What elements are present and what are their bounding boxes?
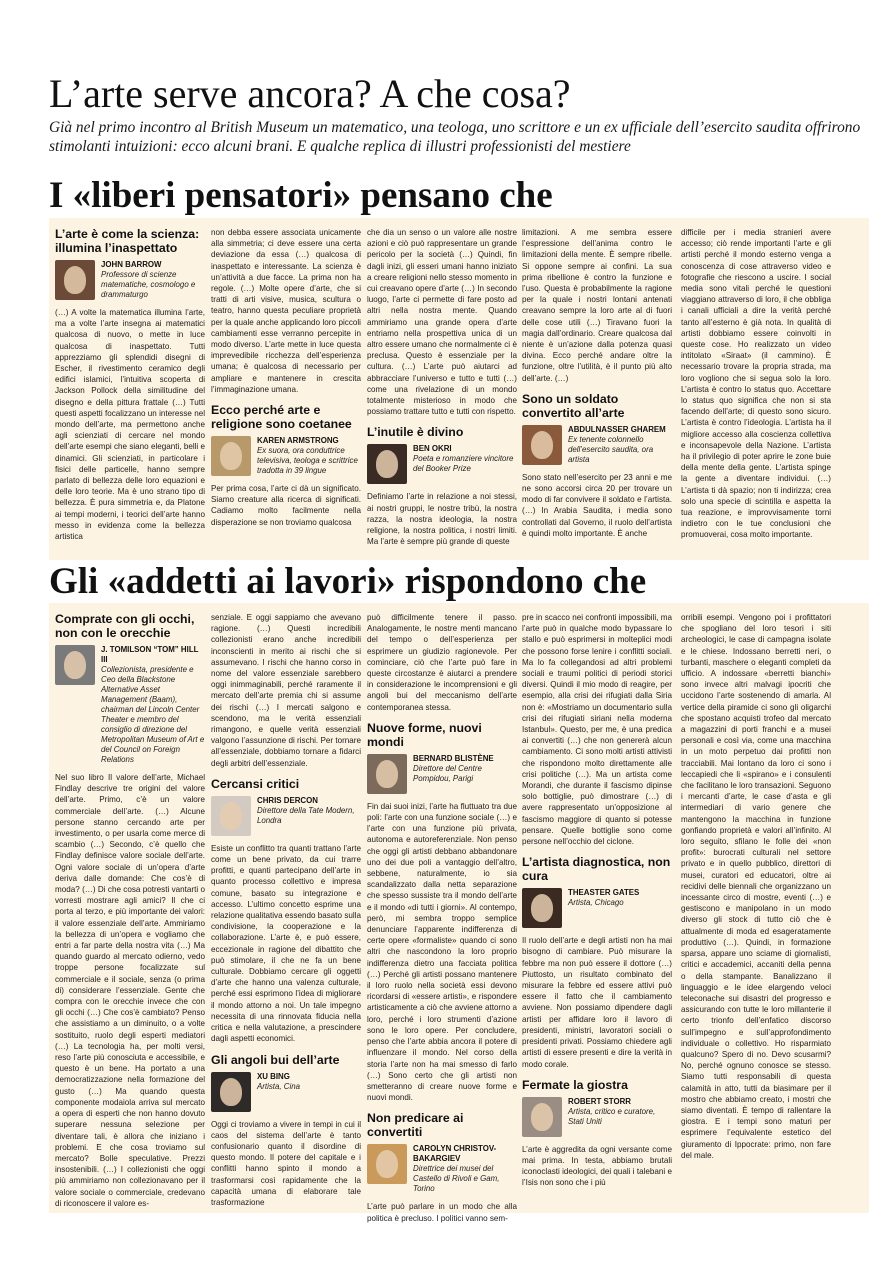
author-portrait-photo: [522, 888, 562, 928]
author-portrait-photo: [367, 444, 407, 484]
author-name: THEASTER GATES: [568, 888, 640, 898]
article-column: [681, 612, 831, 1210]
page-subtitle: Già nel primo incontro al British Museum un matematico, una teologa, uno scrittore e un ex ufficiale dell’esercito saudita offrirono stimolanti intuizioni: ecco alcuni brani. E qualche replica di illustri professionisti del mestiere: [49, 119, 861, 155]
article-text: Nel suo libro Il valore dell’arte, Michael Findlay descrive tre origini del valore dell’arte. Primo, c’è un valore commerciale dell’arte. (…) Alcune persone stanno cercando arte per investimento, o per usarla come merce di scambio (…) Secondo, c’è quello che Findlay definisce valore sociale dell’arte. Ogni valore sociale di un’opera d’arte deriva dalle domande: Che cos’è di moda? (…) Di che cosa potresti vantarti o vorresti mostrare agli amici? Il che ci porta al terzo, e più importante dei valori: il valore essenziale dell’arte. Ammiriamo la bellezza di un’opera e vogliamo che entri a far parte della nostra vita (…) Ma quando guardo al mercato odierno, vedo troppe persone focalizzate sul commerciale e il sociale, senza (o prima di) considerare l’essenziale. Gente che compra con le orecchie invece che con gli occhi (…) Che cos’è cambiato? Penso che assistiamo a un diminuito, o a volte sostituito, ruolo degli esperti mediatori (…) La tecnologia ha, per molti versi, reso l’arte più conosciuta e accessibile, e questo è un bene. Ha portato a una democratizzazione nella formazione del gusto (…) Ma quando questa componente modaiola arriva sul mercato a opera di esperti che non hanno dovuto superare nessuna selezione per diventare tali, è allora che iniziano i problemi. E che cosa troviamo sul mercato? Bolle speculative. Prezzi insostenibili. (…) I collezionisti che oggi più ammiriamo non collezionavano per il valore sociale o commerciale, credevano di riconoscere il valore es-: [55, 773, 205, 1208]
article-column: [522, 227, 672, 555]
section-title-liberi-pensatori: I «liberi pensatori» pensano che: [49, 175, 553, 216]
author-info: [101, 260, 205, 300]
article-heading: L’arte è come la scienza: illumina l’inaspettato: [55, 227, 200, 255]
author-byline-theaster-gates: [522, 888, 672, 928]
article-text: limitazioni. A me sembra essere l’espressione dell’anima contro le limitazioni della mente. È sempre ribelle. Si oppone sempre ai confini. La sua prima ribellione è contro la funzione e l’uso. Questa è probabilmente la ragione per la quale i nostri lontani antenati creavano sempre la loro arte al di fuori delle cose utili (…) Tiravano fuori la magia dall’ordinario. Creare qualcosa dal niente è un’azione dalla potenza quasi divina. Ecco perché andare oltre la funzione, oltre l’utilità, è il punto più alto dell’arte. (…): [522, 228, 672, 383]
article-text: pre in scacco nei confronti impossibili, ma l’arte può in qualche modo bypassare lo stallo e può esprimersi in molteplici modi che possono forse lenire i conflitti sociali. Ma lo fa collegandosi ad altri problemi sociali e traumi politici di periodi storici diversi. Quindi il mio modo di reagire, per esempio, alla crisi dei rifugiati dalla Siria non è: «Mostriamo un documentario sulla crisi dei rifugiati siriani nella moderna Istanbul». Questo, per me, è una predica ai convertiti (…) che non genererà alcun cambiamento. Ci sono molti artisti attivisti che rispondono molto direttamente alle crisi politiche (…). Ma un artista come Morandi, che durante il fascismo dipinse solo bottiglie, può dimostrare (…) di avere rappresentato un’opposizione al fascismo maggiore di quanto si potesse pensare. Quelle bottiglie sono come persone nell’occhio del ciclone.: [522, 613, 672, 847]
section-panel-liberi-pensatori: [49, 218, 869, 560]
author-role: Ex suora, ora conduttrice televisiva, teologa e scrittrice tradotta in 39 lingue: [257, 446, 358, 476]
author-portrait-photo: [55, 645, 95, 685]
author-name: BEN OKRI: [413, 444, 452, 454]
author-name: KAREN ARMSTRONG: [257, 436, 339, 446]
author-portrait-photo: [367, 754, 407, 794]
author-byline-ben-okri: [367, 444, 517, 484]
author-role: Direttore della Tate Modern, Londra: [257, 805, 355, 825]
author-info: [257, 796, 361, 826]
author-role: Direttore del Centre Pompidou, Parigi: [413, 763, 482, 783]
author-portrait-photo: [211, 1072, 251, 1112]
article-column: [55, 612, 205, 1210]
author-byline-chris-dercon: [211, 796, 361, 836]
author-info: [568, 425, 672, 465]
author-name: ABDULNASSER GHAREM: [568, 424, 666, 434]
author-name: CHRIS DERCON: [257, 795, 318, 805]
section-panel-addetti-ai-lavori: [49, 603, 869, 1223]
article-text: Fin dai suoi inizi, l’arte ha fluttuato tra due poli: l’arte con una funzione sociale (…) e l’arte con una funzione più privata, autonoma e autoreferenziale. Non penso che oggi gli artisti debbano abbandonare uno dei due poli a vantaggio dell’altro, sebbene, naturalmente, io sia scandalizzato dalla netta separazione che spesso sussiste tra il mondo dell’arte e il mondo «di tutti i giorni». Al contempo, però, mi sembra troppo semplice denunciare l’apparente indifferenza di certe opere «formaliste» quando ci sono altri che nascondono la loro proprio indifferenza dietro una facciata politica (…) Perché gli artisti possano mantenere il loro ruolo nella società essi devono ricordarsi di «essere artisti», e rispondere artisticamente a ciò che avviene attorno a loro, perché i loro strumenti d’azione sono le loro opere. Per concludere, penso che l’arte abbia ancora il potere di influenzare il mondo. Nel corso della storia l’arte non ha mai smesso di farlo (…) Sono certo che gli artisti non smetteranno di creare nuove forme e nuovi mondi.: [367, 801, 517, 1103]
author-byline-bernard-blistene: [367, 754, 517, 794]
author-info: [568, 888, 639, 908]
article-column: [211, 612, 361, 1210]
author-role: Ex tenente colonnello dell’esercito saudita, ora artista: [568, 434, 654, 464]
author-byline-j-tomilson-tom-hill-iii: [55, 645, 205, 765]
author-portrait-photo: [522, 1097, 562, 1137]
author-info: [413, 1144, 517, 1194]
article-text: non debba essere associata unicamente alla simmetria; ci deve essere una certa deviazione da essa (…) qualcosa di inaspettato e interessante. La scienza è un’attività a due facce. La prima non ha regole. (…) Molte opere d’arte, che si tratti di arti visive, musica, scultura o teatro, hanno questa peculiare proprietà per la quale anche applicando loro piccoli cambiamenti esse verranno percepite in modo diverso. L’arte mette in luce questa imprevedibile ricchezza dell’esperienza umana; è qualcosa di necessario per ampliare e mantenere in crescita l’immaginazione umana.: [211, 228, 361, 394]
article-heading: Nuove forme, nuovi mondi: [367, 720, 482, 749]
author-portrait-photo: [211, 796, 251, 836]
author-byline-xu-bing: [211, 1072, 361, 1112]
author-portrait-photo: [367, 1144, 407, 1184]
article-heading: Gli angoli bui dell’arte: [211, 1052, 340, 1067]
article-text: L’arte può parlare in un modo che alla politica è precluso. I politici vanno sem-: [367, 1202, 517, 1223]
article-heading: Comprate con gli occhi, non con le orecchie: [55, 612, 195, 640]
author-info: [101, 645, 205, 765]
author-role: Poeta e romanziere vincitore del Booker Prize: [413, 454, 514, 474]
author-portrait-photo: [522, 425, 562, 465]
article-heading: Ecco perché arte e religione sono coetanee: [211, 403, 352, 432]
section-title-addetti-ai-lavori: Gli «addetti ai lavori» rispondono che: [49, 561, 647, 602]
article-text: Il ruolo dell’arte e degli artisti non ha mai bisogno di cambiare. Può misurare la febbre ma non può essere il dottore (…) Piuttosto, un risultato combinato del misurare la febbre ed essere attivi può essere il fatto che il cambiamento avviene. Non possiamo dipendere dagli artisti per affidare loro il lavoro di presidenti, ministri, lavoratori sociali o presidenti privati. Possiamo chiedere agli artisti di essere presenti e dire la verità in modo corale.: [522, 936, 672, 1069]
author-portrait-photo: [211, 436, 251, 476]
article-column: [211, 227, 361, 555]
author-byline-abdulnasser-gharem: [522, 425, 672, 465]
author-info: [413, 754, 517, 784]
article-text: difficile per i media stranieri avere accesso; ciò rende importanti l’arte e gli artisti perché il mondo esterno venga a conoscenza di cose attraverso video e fotografie che riescono a uscire. I social media sono vitali perché le questioni viaggiano attraverso di loro, il che obbliga i canali ufficiali a dire la verità perché tanto all’esterno è già nota. In qualità di artisti dobbiamo essere coinvolti in queste cose. Ho realizzato un video intitolato «Siraat» (il cammino). È necessario trovare la propria strada, ma loro vogliono che si segua solo la loro. L’artista è contro lo status quo. Accettare lo status quo significa che non si sta facendo dell’arte; di questo sono sicuro. L’artista è contro l’ideologia. L’artista ha il migliore accesso alla coscienza collettiva e inconsapevole della Nazione. L’artista ha il privilegio di poter aprire le zone buie della mente della gente. L’artista spinge la gente a diventare individui. (…) L’artista ti dà spazio; non ti indirizza; crea solo una specie di scintilla e aspetta la tua reazione, e improvvisamente torni indietro con le tue conclusioni che promuoverai, cosa molto importante.: [681, 228, 831, 540]
author-info: [413, 444, 517, 474]
article-text: Oggi ci troviamo a vivere in tempi in cui il caos del sistema dell’arte è tanto confusionario quanto il disordine di questo mondo. Il potere del capitale e i conflitti hanno spinto il mondo a trasformarsi così rapidamente che la capacità umana di elaborare tale trasformazione: [211, 1119, 361, 1207]
author-name: J. TOMILSON “TOM” HILL III: [101, 645, 199, 664]
author-role: Professore di scienze matematiche, cosmologo e drammaturgo: [101, 270, 196, 299]
author-info: [257, 436, 361, 476]
article-column: [55, 227, 205, 555]
author-role: Direttrice dei musei del Castello di Rivoli e Gam, Torino: [413, 1164, 500, 1194]
article-text: può difficilmente tenere il passo. Analogamente, le nostre menti mancano del tempo o dell’esperienza per esprimere un giudizio ragionevole. Per cominciare, ciò che l’arte può fare in queste circostanze è aiutarci a prendere in considerazione le incomprensioni e gli angoli bui del meccanismo dell’arte contemporanea stessa.: [367, 613, 517, 712]
article-text: senziale. E oggi sappiamo che avevano ragione. (…) Questi incredibili collezionisti erano anche incredibili inconscienti in merito ai rischi che si assumevano. I rischi che hanno corso in nome del valore essenziale sarebbero oggi inimmaginabili, perché raramente il mercato dell’arte premia chi si assume dei rischi (…) I mercati salgono e scendono, ma le verità essenziali rimangono, e quelle verità essenziali valgono l’assunzione di rischi. Per tornare all’essenziale, dobbiamo tornare a fidarci degli arbitri dell’essenziale.: [211, 613, 361, 768]
article-heading: Sono un soldato convertito all’arte: [522, 391, 625, 420]
author-name: XU BING: [257, 1071, 290, 1081]
article-text: Sono stato nell’esercito per 23 anni e me ne sono accorsi circa 20 per trovare un modo di far convivere il soldato e l’artista. (…) In Arabia Saudita, i media sono controllati dal Governo, il ruolo dell’artista è quindi molto importante. È anche: [522, 472, 672, 538]
author-name: ROBERT STORR: [568, 1096, 631, 1106]
author-role: Artista, Chicago: [568, 898, 624, 908]
article-column: [367, 227, 517, 555]
article-text: orribili esempi. Vengono poi i profittatori che spogliano del loro tesori i siti archeologici, le case di campagna isolate e le chiese. Indossano berretti neri, o turbanti, maschere o eleganti completi da ufficio. A indossare «berretti bianchi» sono invece altri malvagi ipocriti che uccidono l’arte sostenendo di amarla. Al vertice della piramide ci sono gli oligarchi che spostano acquisti trofeo dal mercato a magazzini di porti franchi e a musei personali e così via, come una macchina in un moto perpetuo dai profitti non tracciabili. Mai lontano da loro ci sono i leccapiedi che li «spirano» e i consulenti che facilitano le loro transazioni. Seguono i mercanti d’arte, le case d’asta e gli intermediari di vario genere che mantengono la macchina in funzione gonfiando proprietà e valori all’infinito. Al loro seguito, sfilano le folle dei «non profit»: burocrati culturali nel settore privato e in quello pubblico, direttori di musei, curatori ed educatori, oltre ai recidivi delle biennali che organizzano un incessante circo di mostre, eventi (…) e gestiscono e manipolano in un modo diverso gli stock di tutto ciò che è attualmente di moda ed esageratamente produttivo (…). Quindi, in formazione sparsa, appare uno sciame di giornalisti, critici e accademici, accaniti della penna o della stampante. Banalizzano il linguaggio e le idee elargendo veloci teleconache sui disastri del progresso e assicurando con tutte le loro millanterie il certo trionfo dell’enfatico discorso sull’impegno e sull’approfondimento individuale o collettivo. Ho risparmiato qualcuno? Spero di no. Devo scusarmi? No, perché ognuno conosce se stesso. Siamo tutti responsabili di questa calamità in atto, tutti da biasimare per il mostro che abbiamo creato, i mostri che siamo diventati. È tempo di rallentare la giostra. E i tempi sono maturi per esprimere l’equivalente estetico del giuramento di Ippocrate: primo, non fare del male.: [681, 613, 831, 1160]
article-heading: Cercansi critici: [211, 776, 300, 791]
author-byline-john-barrow: [55, 260, 205, 300]
article-column: [367, 612, 517, 1223]
article-column: [522, 612, 672, 1210]
author-role: Artista, Cina: [257, 1081, 300, 1091]
author-info: [257, 1072, 300, 1092]
article-text: L’arte è aggredita da ogni versante come mai prima. In testa, abbiamo brutali iconoclasti ideologici, dei quali i talebani e l’Isis non sono che i più: [522, 1144, 672, 1188]
author-info: [568, 1097, 672, 1127]
author-name: CAROLYN CHRISTOV-BAKARGIEV: [413, 1144, 497, 1164]
article-text: che dia un senso o un valore alle nostre azioni e ciò può rappresentare un grande pericolo per la società (…) Quindi, fin dagli inizi, gli esseri umani hanno iniziato a creare religioni nello stesso momento in cui creavano opere d’arte (…) In secondo luogo, l’arte ci permette di fare posto ad altri nella nostra mente. Quando ammiriamo una grande opera d’arte entriamo nella prospettiva unica di un altro essere umano che normalmente ci è preclusa. Questo è essenziale per la cultura. (…) L’arte può aiutarci ad abbracciare l’universo e tutto e tutti (…) come una rivelazione di un mondo totalmente misterioso in modo che possiamo trattare tutto e tutti con rispetto.: [367, 228, 517, 417]
author-byline-robert-storr: [522, 1097, 672, 1137]
article-text: Per prima cosa, l’arte ci dà un significato. Siamo creature alla ricerca di significati. Cadiamo molto facilmente nella disperazione se non troviamo qualcosa: [211, 484, 361, 527]
article-heading: L’artista diagnostica, non cura: [522, 855, 671, 884]
article-heading: Fermate la giostra: [522, 1077, 628, 1092]
article-text: Esiste un conflitto tra quanti trattano l’arte come un bene privato, da cui trarre profitti, e quanti partecipano dell’arte in quanto processo collettivo e impresa comune, basato su integrazione e accesso. L’ultimo concetto esprime una relazione qualitativa essendo basato sulla condivisione, la cooperazione e la collaborazione. L’arte è, e può essere, eccezionale in ragione del dibattito che può stimolare, il che ne fa un bene culturale. Dobbiamo cercare gli oggetti d’arte che hanno una valenza culturale, perché essi esprimono l’idea di migliorare il mondo attorno a noi. Un tale impegno necessita di una rinnovata fiducia nella critica e nella valutazione, a prescindere dagli aspetti economici.: [211, 843, 361, 1044]
author-role: Collezionista, presidente e Ceo della Blackstone Alternative Asset Management (Baam), chairman del Lincoln Center Theater e membro del consiglio di direzione del Metropolitan Museum of Art e del Council on Foreign Relations: [101, 665, 205, 764]
author-portrait-photo: [55, 260, 95, 300]
article-column: [681, 227, 831, 555]
author-byline-karen-armstrong: [211, 436, 361, 476]
article-heading: Non predicare ai convertiti: [367, 1111, 464, 1140]
author-byline-carolyn-christov-bakargiev: [367, 1144, 517, 1194]
page-headline: L’arte serve ancora? A che cosa?: [49, 71, 571, 116]
author-name: JOHN BARROW: [101, 260, 162, 269]
author-name: BERNARD BLISTÈNE: [413, 753, 494, 763]
article-text: Definiamo l’arte in relazione a noi stessi, ai nostri gruppi, le nostre tribù, la nostra razza, la nostra ideologia, la nostra religione, la nostra politica, i nostri limiti. Ma l’arte è sempre più grande di queste: [367, 492, 517, 547]
article-text: (…) A volte la matematica illumina l’arte, ma a volte l’arte insegna ai matematici qualcosa di nuovo, o mette in luce qualcosa di inaspettato. Tutti apprezziamo gli splendidi disegni di Escher, il rivestimento ceramico degli edifici islamici, l’intuitiva scoperta di Jackson Pollock della similitudine del disegno e della pittura frattale (…) Tutti questi aspetti focalizzano un interesse nel mondo dell’arte, ma permettono anche agli scienziati di cercare nel mondo dell’arte esempi che siano eleganti, belli e dinamici. Gli scienziati, in particolare i fisici delle particelle, hanno sempre parlato di bellezza delle loro equazioni e delle loro teorie. Ma è uno strano tipo di bellezza. È pura simmetria e, da Platone ai tempi moderni, i teorici dell’arte hanno messo in evidenza come la bellezza artistica: [55, 308, 205, 542]
article-heading: L’inutile è divino: [367, 425, 464, 440]
author-role: Artista, critico e curatore, Stati Uniti: [568, 1106, 656, 1126]
